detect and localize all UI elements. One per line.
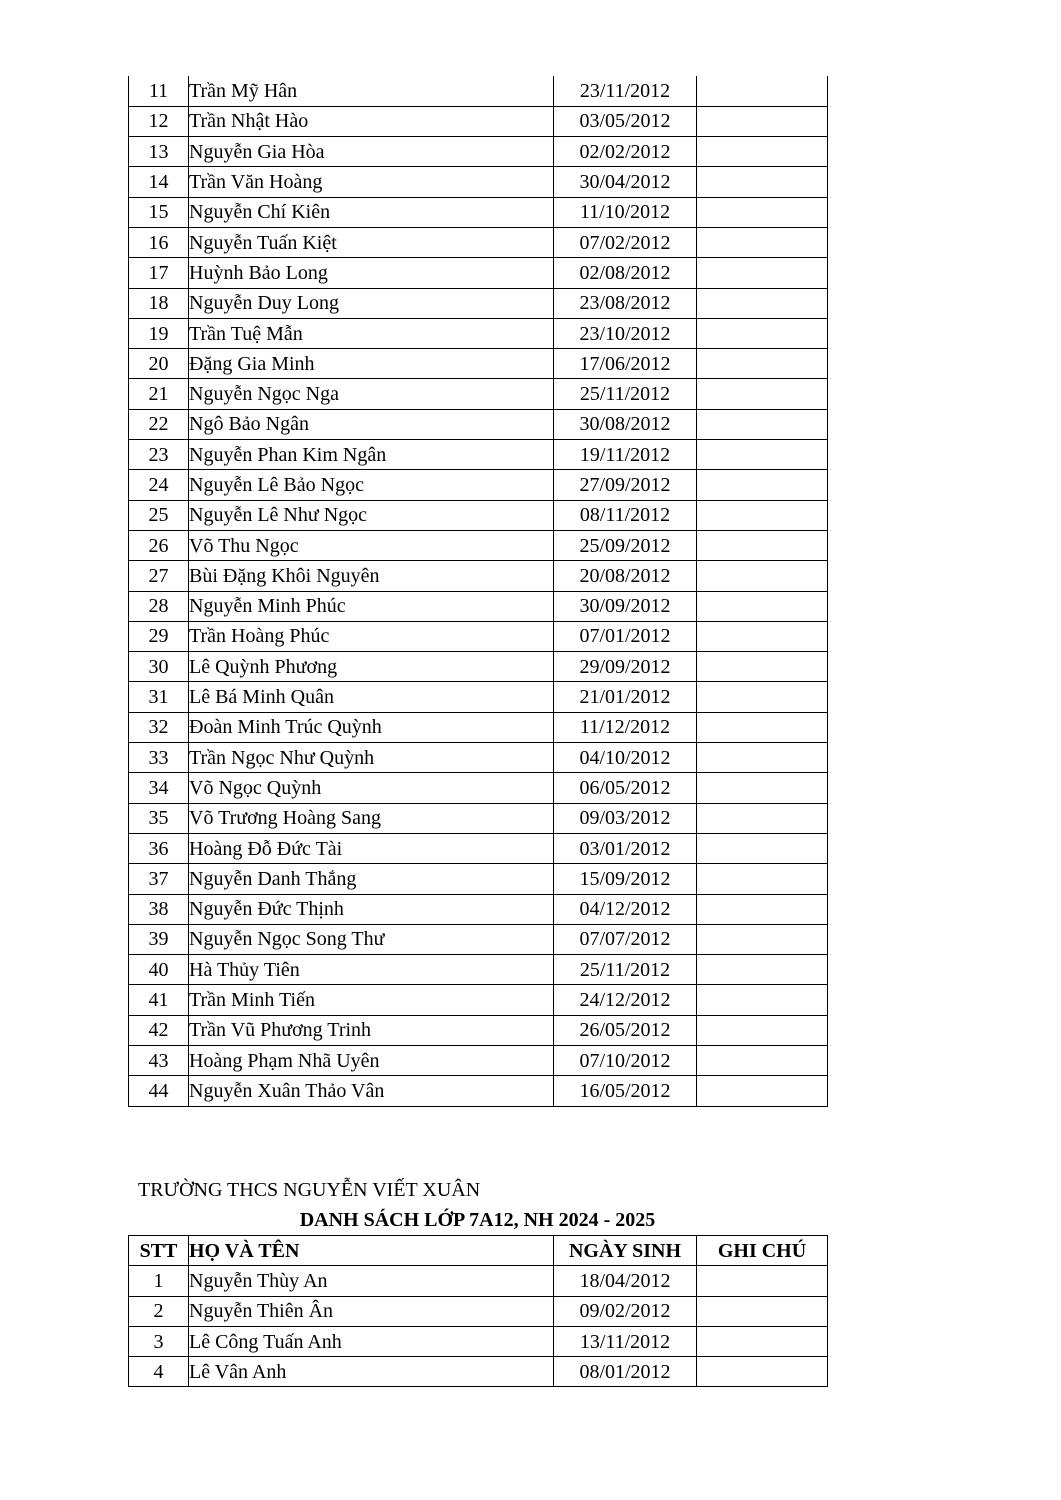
student-number: 44 [129,1076,189,1106]
note-cell [697,833,828,863]
date-of-birth: 29/09/2012 [554,652,697,682]
note-cell [697,743,828,773]
table-row [129,561,828,591]
note-cell [697,1326,828,1356]
class-list-title: DANH SÁCH LỚP 7A12, NH 2024 - 2025 [299,1209,656,1231]
table-row [129,227,828,257]
student-name: Trần Mỹ Hân [189,76,554,106]
student-name: Võ Trương Hoàng Sang [189,803,554,833]
student-name: Nguyễn Lê Bảo Ngọc [189,470,554,500]
student-number: 40 [129,955,189,985]
student-name: Nguyễn Xuân Thảo Vân [189,1076,554,1106]
table-row [129,1076,828,1106]
note-cell [697,470,828,500]
date-of-birth: 07/01/2012 [554,621,697,651]
date-of-birth: 25/09/2012 [554,530,697,560]
header-stt: STT [129,1236,189,1266]
student-number: 4 [129,1357,189,1387]
student-name: Huỳnh Bảo Long [189,258,554,288]
student-name: Trần Ngọc Như Quỳnh [189,743,554,773]
table-row [129,197,828,227]
student-table-7a12 [128,1235,828,1387]
student-name: Nguyễn Phan Kim Ngân [189,440,554,470]
note-cell [697,894,828,924]
student-number: 29 [129,621,189,651]
note-cell [697,591,828,621]
date-of-birth: 15/09/2012 [554,864,697,894]
date-of-birth: 26/05/2012 [554,1015,697,1045]
table-row [129,924,828,954]
table-row [129,833,828,863]
note-cell [697,652,828,682]
student-number: 35 [129,803,189,833]
student-name: Đoàn Minh Trúc Quỳnh [189,712,554,742]
note-cell [697,379,828,409]
student-name: Võ Ngọc Quỳnh [189,773,554,803]
student-name: Nguyễn Ngọc Nga [189,379,554,409]
date-of-birth: 27/09/2012 [554,470,697,500]
table-row [129,621,828,651]
table-row [129,318,828,348]
student-name: Trần Minh Tiến [189,985,554,1015]
table-row [129,955,828,985]
student-number: 12 [129,106,189,136]
student-number: 15 [129,197,189,227]
student-name: Nguyễn Gia Hòa [189,137,554,167]
note-cell [697,864,828,894]
date-of-birth: 30/09/2012 [554,591,697,621]
student-name: Bùi Đặng Khôi Nguyên [189,561,554,591]
date-of-birth: 11/10/2012 [554,197,697,227]
student-number: 22 [129,409,189,439]
note-cell [697,500,828,530]
student-number: 32 [129,712,189,742]
date-of-birth: 30/04/2012 [554,167,697,197]
note-cell [697,76,828,106]
student-number: 30 [129,652,189,682]
note-cell [697,440,828,470]
table-row [129,76,828,106]
student-number: 14 [129,167,189,197]
table-row [129,1296,828,1326]
student-number: 28 [129,591,189,621]
table-row [129,470,828,500]
student-name: Nguyễn Chí Kiên [189,197,554,227]
note-cell [697,621,828,651]
table-row [129,864,828,894]
date-of-birth: 13/11/2012 [554,1326,697,1356]
date-of-birth: 23/08/2012 [554,288,697,318]
student-number: 1 [129,1266,189,1296]
student-name: Nguyễn Danh Thắng [189,864,554,894]
student-name: Hoàng Đỗ Đức Tài [189,833,554,863]
student-name: Đặng Gia Minh [189,349,554,379]
date-of-birth: 09/03/2012 [554,803,697,833]
student-name: Trần Hoàng Phúc [189,621,554,651]
table-row [129,288,828,318]
student-name: Võ Thu Ngọc [189,530,554,560]
student-table-continued [128,76,828,1107]
student-number: 39 [129,924,189,954]
date-of-birth: 08/01/2012 [554,1357,697,1387]
table-row [129,712,828,742]
table-row [129,379,828,409]
table-row [129,106,828,136]
student-name: Trần Văn Hoàng [189,167,554,197]
student-number: 34 [129,773,189,803]
student-number: 19 [129,318,189,348]
header-date-of-birth: NGÀY SINH [554,1236,697,1266]
date-of-birth: 25/11/2012 [554,955,697,985]
student-number: 42 [129,1015,189,1045]
date-of-birth: 03/01/2012 [554,833,697,863]
note-cell [697,1266,828,1296]
student-name: Trần Vũ Phương Trinh [189,1015,554,1045]
table-row [129,500,828,530]
note-cell [697,1015,828,1045]
note-cell [697,1296,828,1326]
student-name: Lê Công Tuấn Anh [189,1326,554,1356]
note-cell [697,1076,828,1106]
date-of-birth: 23/11/2012 [554,76,697,106]
student-number: 24 [129,470,189,500]
student-name: Nguyễn Ngọc Song Thư [189,924,554,954]
student-name: Nguyễn Minh Phúc [189,591,554,621]
note-cell [697,227,828,257]
note-cell [697,530,828,560]
table-row [129,440,828,470]
date-of-birth: 30/08/2012 [554,409,697,439]
student-number: 36 [129,833,189,863]
date-of-birth: 24/12/2012 [554,985,697,1015]
header-notes: GHI CHÚ [697,1236,828,1266]
student-number: 41 [129,985,189,1015]
date-of-birth: 02/02/2012 [554,137,697,167]
table-row [129,894,828,924]
student-name: Hà Thủy Tiên [189,955,554,985]
student-number: 2 [129,1296,189,1326]
student-name: Trần Tuệ Mẫn [189,318,554,348]
student-name: Lê Bá Minh Quân [189,682,554,712]
student-name: Hoàng Phạm Nhã Uyên [189,1046,554,1076]
note-cell [697,137,828,167]
date-of-birth: 07/07/2012 [554,924,697,954]
student-number: 27 [129,561,189,591]
note-cell [697,955,828,985]
table-row [129,137,828,167]
student-number: 43 [129,1046,189,1076]
student-number: 13 [129,137,189,167]
note-cell [697,167,828,197]
student-name: Nguyễn Lê Như Ngọc [189,500,554,530]
date-of-birth: 03/05/2012 [554,106,697,136]
student-name: Ngô Bảo Ngân [189,409,554,439]
table-row [129,1046,828,1076]
date-of-birth: 09/02/2012 [554,1296,697,1326]
table-header-row [129,1236,828,1266]
table-row [129,803,828,833]
table-row [129,591,828,621]
student-name: Nguyễn Duy Long [189,288,554,318]
date-of-birth: 07/10/2012 [554,1046,697,1076]
header-full-name: HỌ VÀ TÊN [189,1236,554,1266]
student-number: 16 [129,227,189,257]
date-of-birth: 16/05/2012 [554,1076,697,1106]
student-name: Nguyễn Thùy An [189,1266,554,1296]
table-row [129,743,828,773]
note-cell [697,773,828,803]
note-cell [697,318,828,348]
table-row [129,258,828,288]
date-of-birth: 23/10/2012 [554,318,697,348]
student-name: Nguyễn Đức Thịnh [189,894,554,924]
school-name: TRƯỜNG THCS NGUYỄN VIẾT XUÂN [138,1179,481,1201]
note-cell [697,1357,828,1387]
date-of-birth: 07/02/2012 [554,227,697,257]
note-cell [697,106,828,136]
student-name: Nguyễn Tuấn Kiệt [189,227,554,257]
table-row [129,1266,828,1296]
note-cell [697,924,828,954]
note-cell [697,1046,828,1076]
table-row [129,985,828,1015]
student-number: 38 [129,894,189,924]
note-cell [697,288,828,318]
note-cell [697,197,828,227]
date-of-birth: 08/11/2012 [554,500,697,530]
student-number: 31 [129,682,189,712]
date-of-birth: 18/04/2012 [554,1266,697,1296]
note-cell [697,712,828,742]
table-row [129,1015,828,1045]
note-cell [697,682,828,712]
table-row [129,1326,828,1356]
student-name: Trần Nhật Hào [189,106,554,136]
note-cell [697,349,828,379]
table-row [129,530,828,560]
note-cell [697,258,828,288]
note-cell [697,561,828,591]
table-row [129,349,828,379]
student-name: Nguyễn Thiên Ân [189,1296,554,1326]
table-row [129,1357,828,1387]
date-of-birth: 20/08/2012 [554,561,697,591]
student-name: Lê Quỳnh Phương [189,652,554,682]
student-number: 33 [129,743,189,773]
date-of-birth: 06/05/2012 [554,773,697,803]
table-row [129,167,828,197]
student-number: 37 [129,864,189,894]
student-number: 11 [129,76,189,106]
date-of-birth: 19/11/2012 [554,440,697,470]
date-of-birth: 11/12/2012 [554,712,697,742]
date-of-birth: 04/10/2012 [554,743,697,773]
student-number: 3 [129,1326,189,1356]
student-name: Lê Vân Anh [189,1357,554,1387]
date-of-birth: 21/01/2012 [554,682,697,712]
table-row [129,682,828,712]
table-row [129,652,828,682]
date-of-birth: 25/11/2012 [554,379,697,409]
student-number: 26 [129,530,189,560]
note-cell [697,803,828,833]
note-cell [697,985,828,1015]
table-row [129,773,828,803]
date-of-birth: 17/06/2012 [554,349,697,379]
date-of-birth: 02/08/2012 [554,258,697,288]
note-cell [697,409,828,439]
student-number: 23 [129,440,189,470]
table-row [129,409,828,439]
student-number: 20 [129,349,189,379]
student-number: 18 [129,288,189,318]
date-of-birth: 04/12/2012 [554,894,697,924]
student-number: 17 [129,258,189,288]
student-number: 21 [129,379,189,409]
student-number: 25 [129,500,189,530]
